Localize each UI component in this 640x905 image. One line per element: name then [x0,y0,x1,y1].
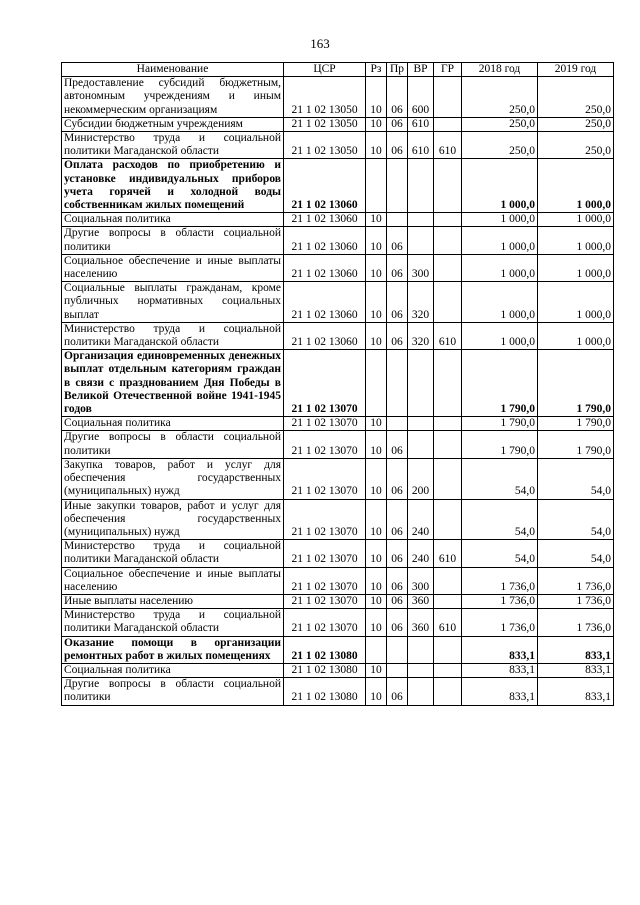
cell-name: Социальное обеспечение и иные выплаты населению [62,254,284,281]
cell-csr: 21 1 02 13060 [284,322,366,349]
cell-2018: 1 790,0 [462,350,538,417]
cell-2018: 54,0 [462,499,538,540]
cell-2019: 250,0 [538,77,614,118]
table-row [62,282,614,323]
cell-gr: 610 [434,132,462,159]
cell-rz: 10 [366,77,387,118]
header-pr: Пр [387,63,408,77]
table-row [62,254,614,281]
cell-vr: 360 [408,594,434,608]
cell-2019: 1 736,0 [538,594,614,608]
table-row [62,159,614,213]
cell-pr: 06 [387,567,408,594]
cell-pr: 06 [387,77,408,118]
cell-vr [408,417,434,431]
cell-2019: 1 000,0 [538,282,614,323]
cell-pr: 06 [387,540,408,567]
header-name: Наименование [62,63,284,77]
cell-2019: 1 000,0 [538,213,614,227]
cell-2018: 1 790,0 [462,417,538,431]
cell-name: Другие вопросы в области социальной политики [62,678,284,705]
cell-pr [387,663,408,677]
cell-2019: 1 000,0 [538,159,614,213]
cell-name: Предоставление субсидий бюджетным, автономным учреждениям и иным некоммерческим организациям [62,77,284,118]
cell-csr: 21 1 02 13070 [284,594,366,608]
cell-pr [387,350,408,417]
cell-2018: 54,0 [462,458,538,499]
cell-vr [408,227,434,254]
cell-2019: 1 790,0 [538,431,614,458]
cell-gr [434,282,462,323]
cell-name: Министерство труда и социальной политики Магаданской области [62,609,284,636]
cell-rz: 10 [366,117,387,131]
cell-gr: 610 [434,322,462,349]
cell-pr [387,213,408,227]
cell-2019: 1 736,0 [538,567,614,594]
cell-name: Иные выплаты населению [62,594,284,608]
cell-gr [434,431,462,458]
table-row [62,322,614,349]
cell-vr [408,213,434,227]
cell-vr [408,350,434,417]
cell-2019: 833,1 [538,663,614,677]
cell-rz: 10 [366,499,387,540]
cell-2019: 833,1 [538,678,614,705]
table-row [62,540,614,567]
cell-gr [434,499,462,540]
cell-vr [408,431,434,458]
cell-gr [434,636,462,663]
cell-name: Министерство труда и социальной политики Магаданской области [62,132,284,159]
cell-2018: 833,1 [462,678,538,705]
cell-csr: 21 1 02 13080 [284,663,366,677]
cell-2018: 1 000,0 [462,227,538,254]
cell-gr [434,350,462,417]
cell-2018: 1 790,0 [462,431,538,458]
cell-2018: 250,0 [462,77,538,118]
cell-2019: 250,0 [538,117,614,131]
cell-pr: 06 [387,227,408,254]
cell-vr: 610 [408,117,434,131]
budget-table [61,62,614,706]
cell-2019: 1 000,0 [538,322,614,349]
cell-name: Организация единовременных денежных выплат отдельным категориям граждан в связи с празднованием Дня Победы в Великой Отечественной войне 1941-1945 годов [62,350,284,417]
cell-csr: 21 1 02 13080 [284,678,366,705]
cell-2019: 54,0 [538,499,614,540]
cell-name: Социальная политика [62,213,284,227]
cell-name: Закупка товаров, работ и услуг для обеспечения государственных (муниципальных) нужд [62,458,284,499]
cell-2018: 1 000,0 [462,159,538,213]
cell-csr: 21 1 02 13070 [284,609,366,636]
cell-csr: 21 1 02 13070 [284,499,366,540]
cell-name: Министерство труда и социальной политики Магаданской области [62,322,284,349]
cell-gr: 610 [434,540,462,567]
cell-name: Социальные выплаты гражданам, кроме публичных нормативных социальных выплат [62,282,284,323]
cell-rz: 10 [366,567,387,594]
cell-gr [434,567,462,594]
cell-csr: 21 1 02 13070 [284,350,366,417]
table-row [62,678,614,705]
table-row [62,417,614,431]
cell-gr [434,594,462,608]
cell-2019: 250,0 [538,132,614,159]
cell-gr [434,663,462,677]
cell-pr: 06 [387,499,408,540]
cell-name: Социальная политика [62,663,284,677]
cell-rz: 10 [366,609,387,636]
cell-vr [408,663,434,677]
cell-rz: 10 [366,458,387,499]
cell-2018: 1 736,0 [462,609,538,636]
header-2019: 2019 год [538,63,614,77]
cell-gr [434,227,462,254]
table-row [62,458,614,499]
cell-rz: 10 [366,282,387,323]
cell-pr: 06 [387,458,408,499]
cell-csr: 21 1 02 13050 [284,132,366,159]
page-number: 163 [310,36,330,51]
cell-gr [434,117,462,131]
cell-2019: 833,1 [538,636,614,663]
cell-gr: 610 [434,609,462,636]
cell-csr: 21 1 02 13050 [284,77,366,118]
cell-vr: 240 [408,499,434,540]
cell-2018: 250,0 [462,132,538,159]
cell-vr: 600 [408,77,434,118]
cell-2018: 1 000,0 [462,213,538,227]
cell-pr: 06 [387,431,408,458]
cell-2019: 54,0 [538,458,614,499]
table-row [62,609,614,636]
cell-name: Другие вопросы в области социальной политики [62,431,284,458]
header-csr: ЦСР [284,63,366,77]
cell-rz: 10 [366,678,387,705]
cell-gr [434,417,462,431]
cell-2019: 1 000,0 [538,254,614,281]
cell-name: Социальная политика [62,417,284,431]
header-vr: ВР [408,63,434,77]
table-row [62,77,614,118]
cell-rz: 10 [366,322,387,349]
cell-2018: 1 000,0 [462,282,538,323]
cell-2019: 54,0 [538,540,614,567]
cell-name: Иные закупки товаров, работ и услуг для обеспечения государственных (муниципальных) нужд [62,499,284,540]
cell-rz: 10 [366,227,387,254]
cell-2018: 1 736,0 [462,594,538,608]
cell-2018: 54,0 [462,540,538,567]
cell-vr [408,159,434,213]
table-row [62,431,614,458]
cell-pr [387,636,408,663]
table-row [62,117,614,131]
cell-rz: 10 [366,132,387,159]
cell-pr: 06 [387,322,408,349]
cell-csr: 21 1 02 13070 [284,431,366,458]
cell-2019: 1 790,0 [538,350,614,417]
cell-rz [366,159,387,213]
cell-csr: 21 1 02 13060 [284,159,366,213]
cell-pr [387,159,408,213]
cell-2019: 1 790,0 [538,417,614,431]
cell-rz: 10 [366,431,387,458]
cell-vr: 300 [408,254,434,281]
cell-gr [434,213,462,227]
cell-vr [408,678,434,705]
cell-2018: 250,0 [462,117,538,131]
cell-rz: 10 [366,663,387,677]
cell-pr: 06 [387,254,408,281]
cell-csr: 21 1 02 13080 [284,636,366,663]
cell-vr: 200 [408,458,434,499]
header-gr: ГР [434,63,462,77]
cell-pr: 06 [387,609,408,636]
header-2018: 2018 год [462,63,538,77]
cell-2018: 833,1 [462,663,538,677]
table-row [62,132,614,159]
cell-pr: 06 [387,282,408,323]
cell-2018: 833,1 [462,636,538,663]
cell-2018: 1 000,0 [462,322,538,349]
table-header-row [62,63,614,77]
cell-name: Министерство труда и социальной политики Магаданской области [62,540,284,567]
cell-2019: 1 736,0 [538,609,614,636]
cell-name: Другие вопросы в области социальной политики [62,227,284,254]
table-body [62,77,614,705]
cell-gr [434,77,462,118]
cell-pr: 06 [387,678,408,705]
cell-gr [434,458,462,499]
cell-name: Оплата расходов по приобретению и установке индивидуальных приборов учета горячей и холодной воды собственникам жилых помещений [62,159,284,213]
table-row [62,594,614,608]
cell-rz [366,636,387,663]
cell-rz [366,350,387,417]
cell-csr: 21 1 02 13060 [284,213,366,227]
cell-csr: 21 1 02 13070 [284,540,366,567]
cell-vr: 360 [408,609,434,636]
cell-vr: 610 [408,132,434,159]
cell-gr [434,254,462,281]
cell-2018: 1 736,0 [462,567,538,594]
cell-pr: 06 [387,132,408,159]
cell-name: Оказание помощи в организации ремонтных работ в жилых помещениях [62,636,284,663]
cell-csr: 21 1 02 13070 [284,458,366,499]
cell-csr: 21 1 02 13070 [284,567,366,594]
table-row [62,350,614,417]
cell-csr: 21 1 02 13060 [284,282,366,323]
cell-vr [408,636,434,663]
cell-vr: 300 [408,567,434,594]
cell-pr [387,417,408,431]
header-rz: Рз [366,63,387,77]
cell-gr [434,678,462,705]
cell-rz: 10 [366,254,387,281]
table-row [62,499,614,540]
cell-vr: 320 [408,322,434,349]
cell-csr: 21 1 02 13070 [284,417,366,431]
table-row [62,567,614,594]
cell-2019: 1 000,0 [538,227,614,254]
cell-vr: 240 [408,540,434,567]
cell-pr: 06 [387,594,408,608]
cell-2018: 1 000,0 [462,254,538,281]
cell-pr: 06 [387,117,408,131]
table-row [62,213,614,227]
cell-rz: 10 [366,417,387,431]
cell-name: Субсидии бюджетным учреждениям [62,117,284,131]
cell-csr: 21 1 02 13060 [284,254,366,281]
cell-vr: 320 [408,282,434,323]
table-row [62,663,614,677]
table-row [62,227,614,254]
cell-csr: 21 1 02 13050 [284,117,366,131]
cell-name: Социальное обеспечение и иные выплаты населению [62,567,284,594]
cell-gr [434,159,462,213]
cell-rz: 10 [366,594,387,608]
cell-csr: 21 1 02 13060 [284,227,366,254]
cell-rz: 10 [366,540,387,567]
cell-rz: 10 [366,213,387,227]
table-row [62,636,614,663]
